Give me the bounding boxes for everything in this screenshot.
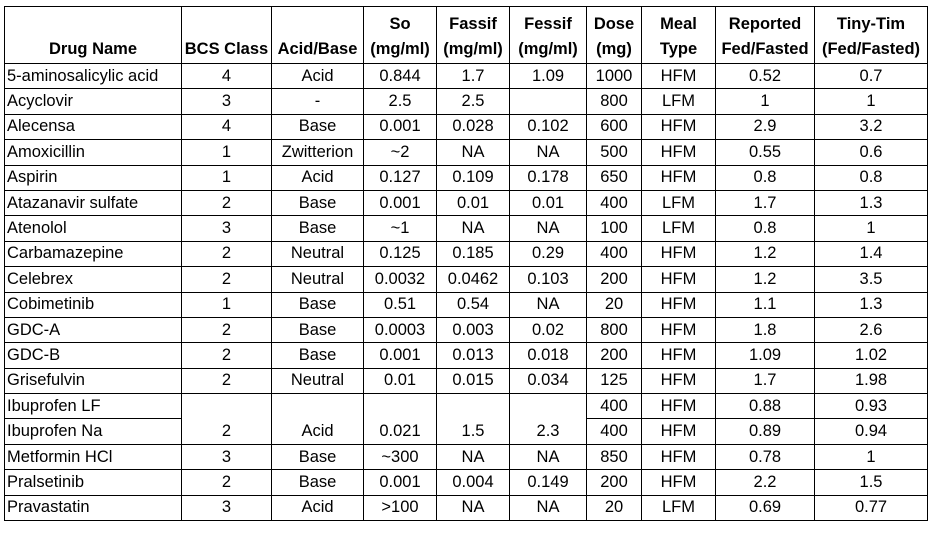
- cell-so: 0.125: [364, 241, 437, 266]
- cell-acid-base: Acid: [272, 419, 364, 444]
- cell-bcs-class: 2: [182, 190, 272, 215]
- cell-bcs-class: 2: [182, 343, 272, 368]
- cell-acid-base: Base: [272, 444, 364, 469]
- table-row: [5, 241, 928, 266]
- header-row: [5, 7, 928, 64]
- table-row: [5, 292, 928, 317]
- cell-meal-type: HFM: [642, 267, 716, 292]
- cell-bcs-class: 2: [182, 241, 272, 266]
- cell-dose: 400: [587, 394, 642, 419]
- header-so: So (mg/ml): [364, 7, 437, 64]
- cell-acid-base: Zwitterion: [272, 140, 364, 165]
- cell-fassif: 0.013: [437, 343, 510, 368]
- cell-reported: 0.8: [716, 216, 815, 241]
- cell-drug-name: Pravastatin: [5, 495, 182, 520]
- cell-reported: 1: [716, 89, 815, 114]
- cell-reported: 1.09: [716, 343, 815, 368]
- table-row: [5, 64, 928, 89]
- cell-acid-base: Neutral: [272, 267, 364, 292]
- cell-reported: 0.88: [716, 394, 815, 419]
- cell-dose: 200: [587, 470, 642, 495]
- cell-so: 0.0032: [364, 267, 437, 292]
- cell-tiny-tim: 2.6: [815, 317, 928, 342]
- cell-dose: 650: [587, 165, 642, 190]
- cell-so: 0.844: [364, 64, 437, 89]
- header-drug-name: Drug Name: [5, 7, 182, 64]
- cell-fessif: 0.103: [510, 267, 587, 292]
- cell-meal-type: LFM: [642, 89, 716, 114]
- drug-table: [4, 6, 928, 521]
- cell-bcs-class: 2: [182, 470, 272, 495]
- cell-so: [364, 394, 437, 419]
- header-reported: Reported Fed/Fasted: [716, 7, 815, 64]
- cell-acid-base: Base: [272, 216, 364, 241]
- cell-reported: 0.55: [716, 140, 815, 165]
- cell-drug-name: Alecensa: [5, 114, 182, 139]
- cell-bcs-class: 2: [182, 368, 272, 393]
- cell-meal-type: LFM: [642, 495, 716, 520]
- cell-tiny-tim: 1: [815, 444, 928, 469]
- table-row: [5, 114, 928, 139]
- cell-so: 0.01: [364, 368, 437, 393]
- cell-fassif: 1.5: [437, 419, 510, 444]
- cell-reported: 0.8: [716, 165, 815, 190]
- cell-acid-base: Acid: [272, 165, 364, 190]
- cell-tiny-tim: 1.3: [815, 190, 928, 215]
- cell-tiny-tim: 1.02: [815, 343, 928, 368]
- cell-acid-base: Base: [272, 114, 364, 139]
- cell-fessif: 0.018: [510, 343, 587, 368]
- cell-acid-base: [272, 394, 364, 419]
- cell-acid-base: Acid: [272, 64, 364, 89]
- cell-tiny-tim: 1: [815, 89, 928, 114]
- cell-meal-type: HFM: [642, 165, 716, 190]
- cell-fassif: NA: [437, 216, 510, 241]
- header-tiny-tim: Tiny-Tim (Fed/Fasted): [815, 7, 928, 64]
- cell-so: ~300: [364, 444, 437, 469]
- cell-so: 0.127: [364, 165, 437, 190]
- cell-tiny-tim: 1: [815, 216, 928, 241]
- cell-drug-name: Carbamazepine: [5, 241, 182, 266]
- cell-fassif: 0.109: [437, 165, 510, 190]
- cell-fassif: 0.54: [437, 292, 510, 317]
- cell-fessif: 0.178: [510, 165, 587, 190]
- cell-fassif: 0.003: [437, 317, 510, 342]
- cell-reported: 0.89: [716, 419, 815, 444]
- cell-fassif: 0.004: [437, 470, 510, 495]
- table-row: [5, 89, 928, 114]
- cell-bcs-class: 4: [182, 114, 272, 139]
- cell-meal-type: HFM: [642, 394, 716, 419]
- cell-drug-name: GDC-A: [5, 317, 182, 342]
- cell-meal-type: HFM: [642, 114, 716, 139]
- cell-acid-base: Acid: [272, 495, 364, 520]
- cell-meal-type: HFM: [642, 419, 716, 444]
- cell-dose: 500: [587, 140, 642, 165]
- cell-fassif: 2.5: [437, 89, 510, 114]
- cell-drug-name: Atenolol: [5, 216, 182, 241]
- cell-dose: 600: [587, 114, 642, 139]
- cell-bcs-class: 3: [182, 89, 272, 114]
- cell-drug-name: Ibuprofen LF: [5, 394, 182, 419]
- cell-tiny-tim: 1.5: [815, 470, 928, 495]
- cell-reported: 1.2: [716, 267, 815, 292]
- cell-drug-name: Celebrex: [5, 267, 182, 292]
- cell-tiny-tim: 1.4: [815, 241, 928, 266]
- cell-acid-base: Base: [272, 343, 364, 368]
- cell-dose: 850: [587, 444, 642, 469]
- cell-dose: 400: [587, 241, 642, 266]
- cell-drug-name: 5-aminosalicylic acid: [5, 64, 182, 89]
- cell-so: 0.001: [364, 190, 437, 215]
- cell-reported: 1.2: [716, 241, 815, 266]
- cell-acid-base: Neutral: [272, 241, 364, 266]
- cell-tiny-tim: 0.8: [815, 165, 928, 190]
- cell-bcs-class: 3: [182, 216, 272, 241]
- cell-meal-type: HFM: [642, 140, 716, 165]
- cell-reported: 0.69: [716, 495, 815, 520]
- cell-bcs-class: 3: [182, 495, 272, 520]
- cell-fassif: 0.185: [437, 241, 510, 266]
- cell-dose: 200: [587, 343, 642, 368]
- cell-fassif: [437, 394, 510, 419]
- cell-fessif: 0.01: [510, 190, 587, 215]
- cell-bcs-class: 1: [182, 165, 272, 190]
- cell-fassif: 1.7: [437, 64, 510, 89]
- cell-fessif: [510, 89, 587, 114]
- table-row: [5, 140, 928, 165]
- cell-reported: 0.78: [716, 444, 815, 469]
- cell-fassif: NA: [437, 140, 510, 165]
- cell-meal-type: HFM: [642, 241, 716, 266]
- cell-acid-base: Neutral: [272, 368, 364, 393]
- cell-fassif: 0.028: [437, 114, 510, 139]
- cell-fessif: 2.3: [510, 419, 587, 444]
- table-row: [5, 368, 928, 393]
- cell-dose: 200: [587, 267, 642, 292]
- table-row: [5, 317, 928, 342]
- cell-so: 0.51: [364, 292, 437, 317]
- cell-bcs-class: 2: [182, 419, 272, 444]
- cell-drug-name: GDC-B: [5, 343, 182, 368]
- table-row: [5, 470, 928, 495]
- cell-dose: 125: [587, 368, 642, 393]
- cell-drug-name: Amoxicillin: [5, 140, 182, 165]
- cell-fassif: 0.015: [437, 368, 510, 393]
- cell-bcs-class: 4: [182, 64, 272, 89]
- cell-so: >100: [364, 495, 437, 520]
- cell-fessif: NA: [510, 495, 587, 520]
- cell-reported: 0.52: [716, 64, 815, 89]
- cell-so: 0.001: [364, 343, 437, 368]
- cell-reported: 1.1: [716, 292, 815, 317]
- cell-meal-type: LFM: [642, 216, 716, 241]
- cell-so: 2.5: [364, 89, 437, 114]
- cell-fassif: NA: [437, 444, 510, 469]
- cell-fessif: 0.034: [510, 368, 587, 393]
- cell-dose: 400: [587, 190, 642, 215]
- cell-dose: 800: [587, 89, 642, 114]
- cell-drug-name: Ibuprofen Na: [5, 419, 182, 444]
- header-fassif: Fassif (mg/ml): [437, 7, 510, 64]
- cell-meal-type: HFM: [642, 343, 716, 368]
- header-fessif: Fessif (mg/ml): [510, 7, 587, 64]
- cell-dose: 800: [587, 317, 642, 342]
- cell-reported: 1.7: [716, 190, 815, 215]
- cell-bcs-class: 1: [182, 292, 272, 317]
- table-row: [5, 444, 928, 469]
- cell-meal-type: LFM: [642, 190, 716, 215]
- cell-dose: 400: [587, 419, 642, 444]
- cell-reported: 1.7: [716, 368, 815, 393]
- cell-tiny-tim: 0.77: [815, 495, 928, 520]
- header-acid-base: Acid/Base: [272, 7, 364, 64]
- header-meal-type: Meal Type: [642, 7, 716, 64]
- cell-acid-base: -: [272, 89, 364, 114]
- cell-tiny-tim: 1.98: [815, 368, 928, 393]
- table-row: [5, 394, 928, 419]
- cell-fessif: NA: [510, 216, 587, 241]
- cell-reported: 1.8: [716, 317, 815, 342]
- cell-bcs-class: 2: [182, 317, 272, 342]
- cell-bcs-class: 1: [182, 140, 272, 165]
- cell-fassif: NA: [437, 495, 510, 520]
- cell-fessif: NA: [510, 140, 587, 165]
- table-row: [5, 495, 928, 520]
- cell-meal-type: HFM: [642, 444, 716, 469]
- cell-fessif: 0.149: [510, 470, 587, 495]
- cell-fassif: 0.01: [437, 190, 510, 215]
- cell-meal-type: HFM: [642, 292, 716, 317]
- cell-meal-type: HFM: [642, 368, 716, 393]
- cell-fessif: 1.09: [510, 64, 587, 89]
- table-row: [5, 216, 928, 241]
- header-bcs-class: BCS Class: [182, 7, 272, 64]
- cell-reported: 2.2: [716, 470, 815, 495]
- cell-acid-base: Base: [272, 190, 364, 215]
- table-row: [5, 165, 928, 190]
- cell-bcs-class: 3: [182, 444, 272, 469]
- cell-acid-base: Base: [272, 317, 364, 342]
- cell-reported: 2.9: [716, 114, 815, 139]
- cell-meal-type: HFM: [642, 64, 716, 89]
- cell-so: ~1: [364, 216, 437, 241]
- cell-fessif: 0.02: [510, 317, 587, 342]
- cell-meal-type: HFM: [642, 317, 716, 342]
- cell-bcs-class: 2: [182, 267, 272, 292]
- cell-fassif: 0.0462: [437, 267, 510, 292]
- cell-tiny-tim: 0.6: [815, 140, 928, 165]
- cell-fessif: 0.102: [510, 114, 587, 139]
- cell-fessif: NA: [510, 444, 587, 469]
- cell-tiny-tim: 0.7: [815, 64, 928, 89]
- cell-tiny-tim: 1.3: [815, 292, 928, 317]
- cell-bcs-class: [182, 394, 272, 419]
- cell-drug-name: Atazanavir sulfate: [5, 190, 182, 215]
- cell-drug-name: Metformin HCl: [5, 444, 182, 469]
- cell-acid-base: Base: [272, 470, 364, 495]
- cell-so: 0.0003: [364, 317, 437, 342]
- cell-fessif: NA: [510, 292, 587, 317]
- cell-fessif: 0.29: [510, 241, 587, 266]
- cell-tiny-tim: 0.94: [815, 419, 928, 444]
- cell-tiny-tim: 3.2: [815, 114, 928, 139]
- cell-drug-name: Pralsetinib: [5, 470, 182, 495]
- table-row: [5, 267, 928, 292]
- cell-dose: 1000: [587, 64, 642, 89]
- header-dose: Dose (mg): [587, 7, 642, 64]
- table-row: [5, 343, 928, 368]
- cell-drug-name: Aspirin: [5, 165, 182, 190]
- cell-drug-name: Cobimetinib: [5, 292, 182, 317]
- table-row: [5, 419, 928, 444]
- cell-dose: 100: [587, 216, 642, 241]
- cell-dose: 20: [587, 292, 642, 317]
- cell-tiny-tim: 3.5: [815, 267, 928, 292]
- cell-fessif: [510, 394, 587, 419]
- cell-drug-name: Grisefulvin: [5, 368, 182, 393]
- cell-so: 0.001: [364, 470, 437, 495]
- cell-acid-base: Base: [272, 292, 364, 317]
- cell-tiny-tim: 0.93: [815, 394, 928, 419]
- cell-so: ~2: [364, 140, 437, 165]
- table-body: [5, 64, 928, 521]
- table-row: [5, 190, 928, 215]
- cell-drug-name: Acyclovir: [5, 89, 182, 114]
- cell-so: 0.001: [364, 114, 437, 139]
- cell-dose: 20: [587, 495, 642, 520]
- cell-meal-type: HFM: [642, 470, 716, 495]
- cell-so: 0.021: [364, 419, 437, 444]
